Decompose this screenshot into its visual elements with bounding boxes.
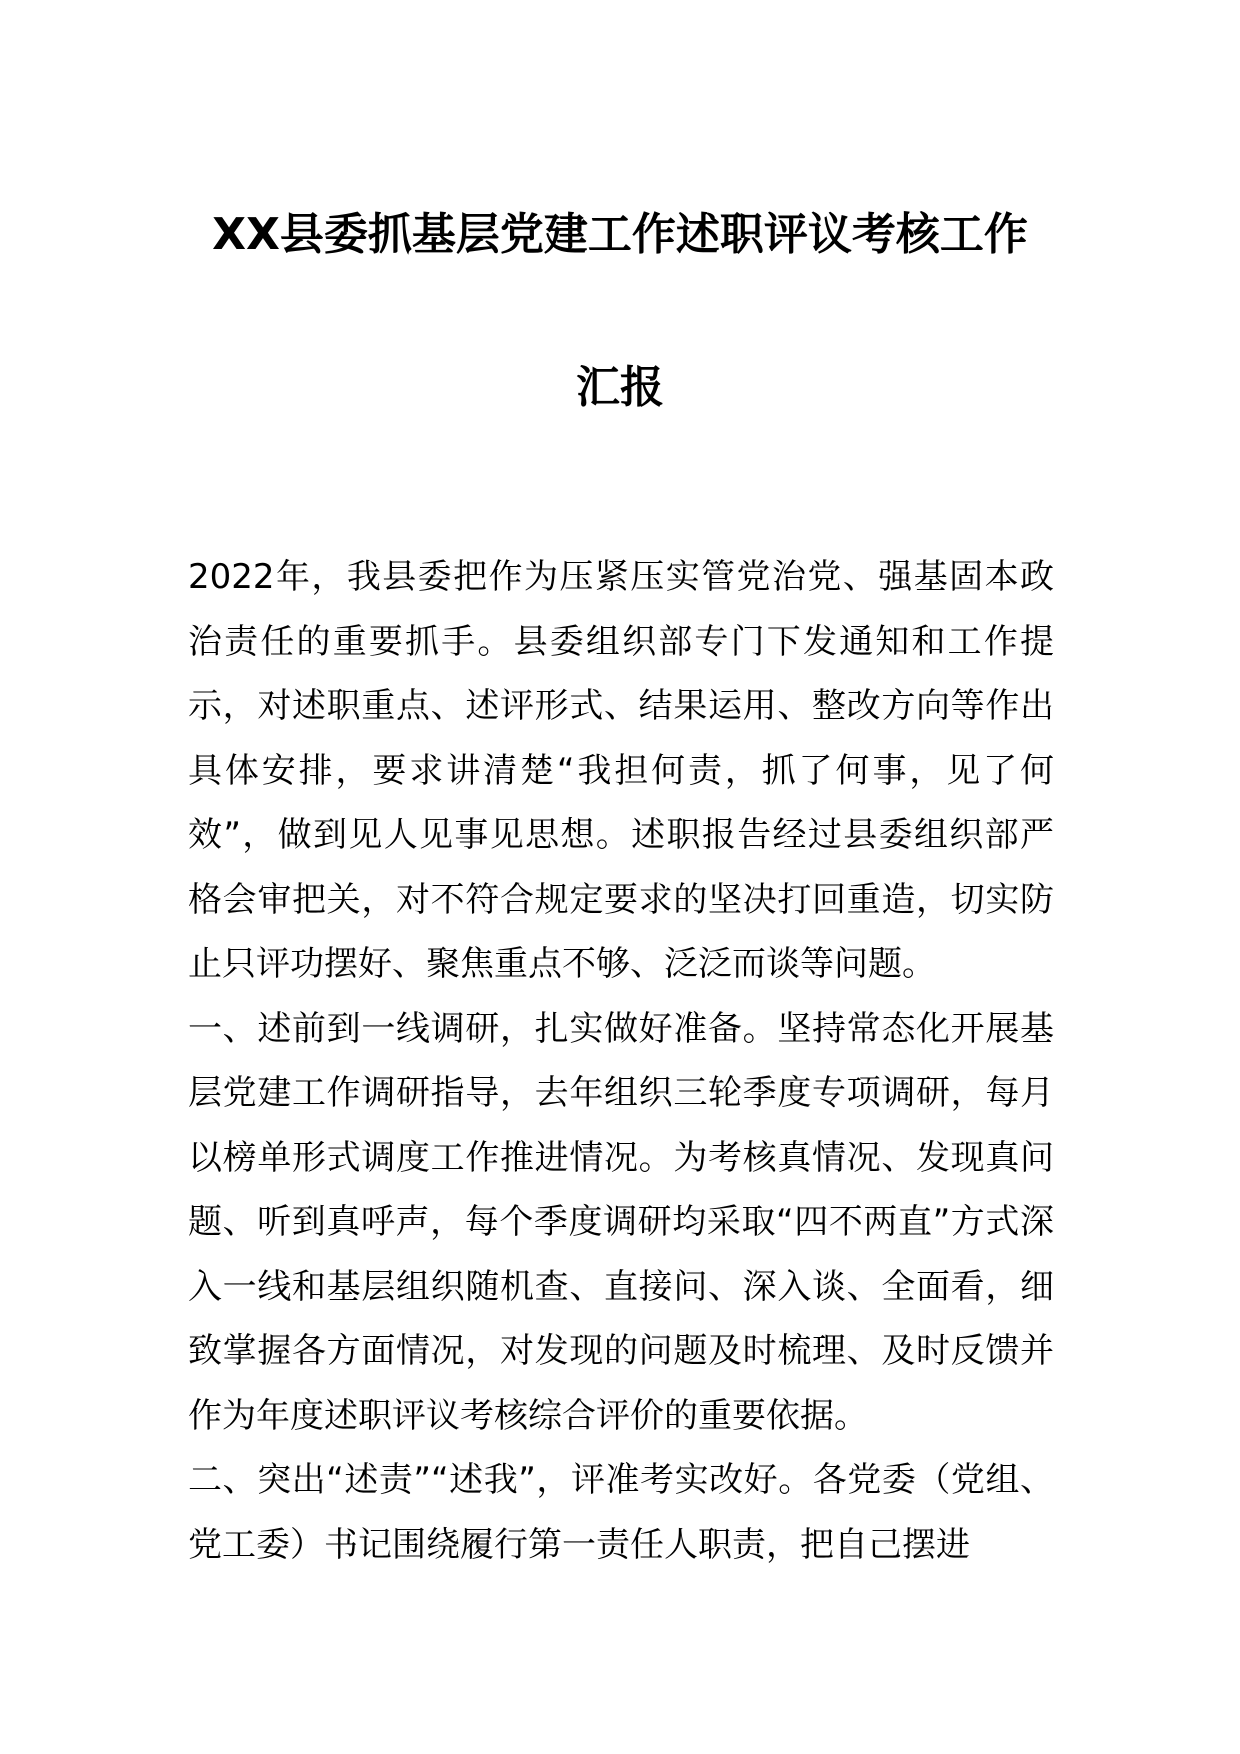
document-title-line-2: 汇报: [576, 362, 664, 413]
paragraph-intro: 2022年，我县委把作为压紧压实管党治党、强基固本政治责任的重要抓手。县委组织部专门下发通知和工作提示，对述职重点、述评形式、结果运用、整改方向等作出具体安排，要求讲清楚“我担何责，抓了何事，见了何效”，做到见人见事见思想。述职报告经过县委组织部严格会审把关，对不符合规定要求的坚决打回重造，切实防止只评功摆好、聚焦重点不够、泛泛而谈等问题。: [188, 557, 1054, 984]
paragraph-section-2: 二、突出“述责”“述我”，评准考实改好。各党委（党组、党工委）书记围绕履行第一责任人职责，把自己摆进: [188, 1460, 1054, 1565]
paragraph-section-1: 一、述前到一线调研，扎实做好准备。坚持常态化开展基层党建工作调研指导，去年组织三轮季度专项调研，每月以榜单形式调度工作推进情况。为考核真情况、发现真问题、听到真呼声，每个季度调研均采取“四不两直”方式深入一线和基层组织随机查、直接问、深入谈、全面看，细致掌握各方面情况，对发现的问题及时梳理、及时反馈并作为年度述职评议考核综合评价的重要依据。: [188, 1008, 1054, 1436]
document-title-line-1: XX县委抓基层党建工作述职评议考核工作: [212, 209, 1028, 260]
document-body: [188, 545, 1054, 1577]
